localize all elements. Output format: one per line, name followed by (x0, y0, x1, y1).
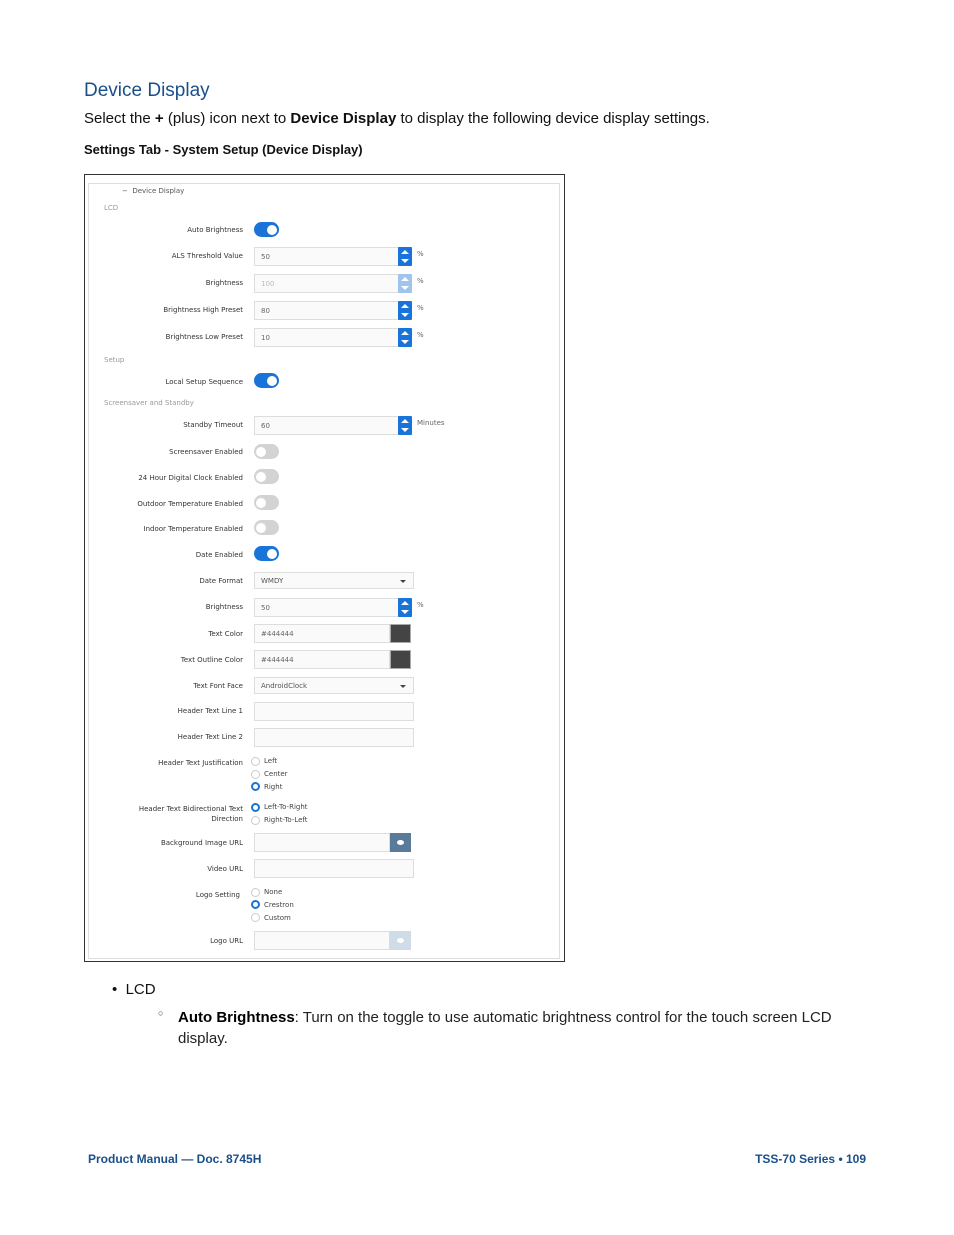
clock-24h-toggle[interactable] (254, 469, 279, 484)
clock-24h-label: 24 Hour Digital Clock Enabled (138, 474, 243, 482)
date-format-select[interactable] (254, 572, 414, 589)
intro-target: Device Display (290, 110, 397, 127)
spinner-down-icon[interactable] (401, 610, 409, 614)
auto-brightness-text: : Turn on the toggle to use automatic brightness control for the touch screen LCD display. (178, 1009, 832, 1047)
justification-label: Header Text Justification (158, 759, 243, 767)
device-display-legend[interactable] (119, 187, 187, 195)
spinner-down-icon (401, 286, 409, 290)
logo-setting-label: Logo Setting (195, 891, 240, 899)
local-setup-label: Local Setup Sequence (165, 378, 243, 386)
auto-brightness-label: Auto Brightness (187, 226, 243, 234)
brightness-high-label: Brightness High Preset (163, 306, 243, 314)
intro-middle: (plus) icon next to (163, 110, 291, 127)
auto-brightness-term: Auto Brightness (178, 1009, 295, 1026)
section-heading: Device Display (84, 80, 210, 101)
als-threshold-input[interactable]: 50 (254, 247, 399, 266)
screensaver-brightness-spinner[interactable] (398, 598, 412, 617)
legend-label: Device Display (132, 187, 185, 195)
font-face-value: AndroidClock (261, 682, 308, 690)
brightness-high-unit: % (417, 304, 424, 312)
spinner-up-icon[interactable] (401, 419, 409, 423)
section-lcd: LCD (104, 204, 119, 212)
text-color-input[interactable]: #444444 (254, 624, 390, 643)
als-threshold-label: ALS Threshold Value (171, 252, 243, 260)
spinner-up-icon[interactable] (401, 304, 409, 308)
justification-right-radio[interactable] (251, 782, 260, 791)
screensaver-enabled-toggle[interactable] (254, 444, 279, 459)
text-outline-color-label: Text Outline Color (180, 656, 243, 664)
brightness-low-label: Brightness Low Preset (165, 333, 243, 341)
intro-after: to display the following device display settings. (396, 110, 710, 127)
justification-center-radio[interactable] (251, 770, 260, 779)
toggle-knob (267, 225, 277, 235)
eye-icon (397, 938, 404, 943)
brightness-low-spinner[interactable] (398, 328, 412, 347)
logo-none-radio[interactable] (251, 888, 260, 897)
logo-url-label: Logo URL (210, 937, 243, 945)
font-face-label: Text Font Face (193, 682, 243, 690)
direction-ltr-label: Left-To-Right (264, 803, 308, 811)
background-image-url-input[interactable] (254, 833, 390, 852)
spinner-down-icon[interactable] (401, 340, 409, 344)
direction-ltr-radio[interactable] (251, 803, 260, 812)
date-format-value: WMDY (261, 577, 284, 585)
spinner-up-icon[interactable] (401, 331, 409, 335)
text-color-label: Text Color (208, 630, 243, 638)
brightness-spinner (398, 274, 412, 293)
collapse-icon[interactable]: − (122, 187, 128, 195)
header-line1-input[interactable] (254, 702, 414, 721)
screensaver-brightness-input[interactable]: 50 (254, 598, 399, 617)
bullet-lcd: • LCD (112, 981, 156, 998)
toggle-knob (256, 498, 266, 508)
text-outline-color-swatch[interactable] (390, 650, 411, 669)
date-enabled-label: Date Enabled (195, 551, 243, 559)
standby-timeout-input[interactable]: 60 (254, 416, 399, 435)
header-line2-label: Header Text Line 2 (177, 733, 243, 741)
justification-left-radio[interactable] (251, 757, 260, 766)
brightness-input: 100 (254, 274, 399, 293)
toggle-knob (256, 472, 266, 482)
auto-brightness-description (178, 1007, 858, 1049)
intro-paragraph (84, 110, 710, 127)
eye-icon (397, 840, 404, 845)
local-setup-toggle[interactable] (254, 373, 279, 388)
spinner-up-icon (401, 277, 409, 281)
spinner-up-icon[interactable] (401, 601, 409, 605)
toggle-knob (256, 523, 266, 533)
header-line1-label: Header Text Line 1 (177, 707, 243, 715)
text-outline-color-input[interactable]: #444444 (254, 650, 390, 669)
standby-timeout-spinner[interactable] (398, 416, 412, 435)
section-screensaver: Screensaver and Standby (104, 399, 194, 407)
logo-url-input (254, 931, 390, 950)
plus-symbol: + (154, 110, 164, 127)
header-line2-input[interactable] (254, 728, 414, 747)
screensaver-enabled-label: Screensaver Enabled (169, 448, 243, 456)
als-threshold-spinner[interactable] (398, 247, 412, 266)
justification-left-label: Left (264, 757, 278, 765)
brightness-low-unit: % (417, 331, 424, 339)
justification-center-label: Center (264, 770, 288, 778)
indoor-temp-toggle[interactable] (254, 520, 279, 535)
spinner-down-icon[interactable] (401, 313, 409, 317)
direction-label: Header Text Bidirectional Text Direction (138, 805, 243, 823)
toggle-knob (267, 376, 277, 386)
brightness-unit: % (417, 277, 424, 285)
legend-rule (118, 183, 560, 184)
logo-none-label: None (264, 888, 283, 896)
toggle-knob (256, 447, 266, 457)
brightness-high-input[interactable]: 80 (254, 301, 399, 320)
date-format-label: Date Format (199, 577, 243, 585)
standby-timeout-label: Standby Timeout (183, 421, 243, 429)
auto-brightness-toggle[interactable] (254, 222, 279, 237)
font-face-select[interactable] (254, 677, 414, 694)
date-enabled-toggle[interactable] (254, 546, 279, 561)
footer-left: Product Manual — Doc. 8745H (88, 1152, 262, 1166)
video-url-input[interactable] (254, 859, 414, 878)
bullet-lcd-label: LCD (125, 981, 156, 998)
spinner-down-icon[interactable] (401, 259, 409, 263)
figure-caption: Settings Tab - System Setup (Device Display) (84, 142, 363, 157)
video-url-label: Video URL (207, 865, 243, 873)
als-threshold-unit: % (417, 250, 424, 258)
outdoor-temp-toggle[interactable] (254, 495, 279, 510)
brightness-low-input[interactable]: 10 (254, 328, 399, 347)
screensaver-brightness-unit: % (417, 601, 424, 609)
direction-rtl-label: Right-To-Left (264, 816, 308, 824)
standby-timeout-unit: Minutes (417, 419, 445, 427)
spinner-down-icon[interactable] (401, 428, 409, 432)
background-image-preview-button[interactable] (390, 833, 411, 852)
spinner-up-icon[interactable] (401, 250, 409, 254)
sub-bullet-marker: ○ (158, 1008, 164, 1018)
toggle-knob (267, 549, 277, 559)
logo-custom-label: Custom (264, 914, 291, 922)
background-image-url-label: Background Image URL (160, 839, 243, 847)
chevron-down-icon (400, 580, 406, 583)
brightness-high-spinner[interactable] (398, 301, 412, 320)
logo-crestron-radio[interactable] (251, 900, 260, 909)
logo-preview-button (390, 931, 411, 950)
indoor-temp-label: Indoor Temperature Enabled (143, 525, 243, 533)
outdoor-temp-label: Outdoor Temperature Enabled (137, 500, 243, 508)
chevron-down-icon (400, 685, 406, 688)
section-setup: Setup (104, 356, 125, 364)
logo-crestron-label: Crestron (264, 901, 294, 909)
text-color-swatch[interactable] (390, 624, 411, 643)
direction-rtl-radio[interactable] (251, 816, 260, 825)
brightness-label: Brightness (205, 279, 243, 287)
footer-right: TSS-70 Series • 109 (755, 1152, 866, 1166)
justification-right-label: Right (264, 783, 283, 791)
intro-before: Select the (84, 110, 155, 127)
screensaver-brightness-label: Brightness (205, 603, 243, 611)
logo-custom-radio[interactable] (251, 913, 260, 922)
